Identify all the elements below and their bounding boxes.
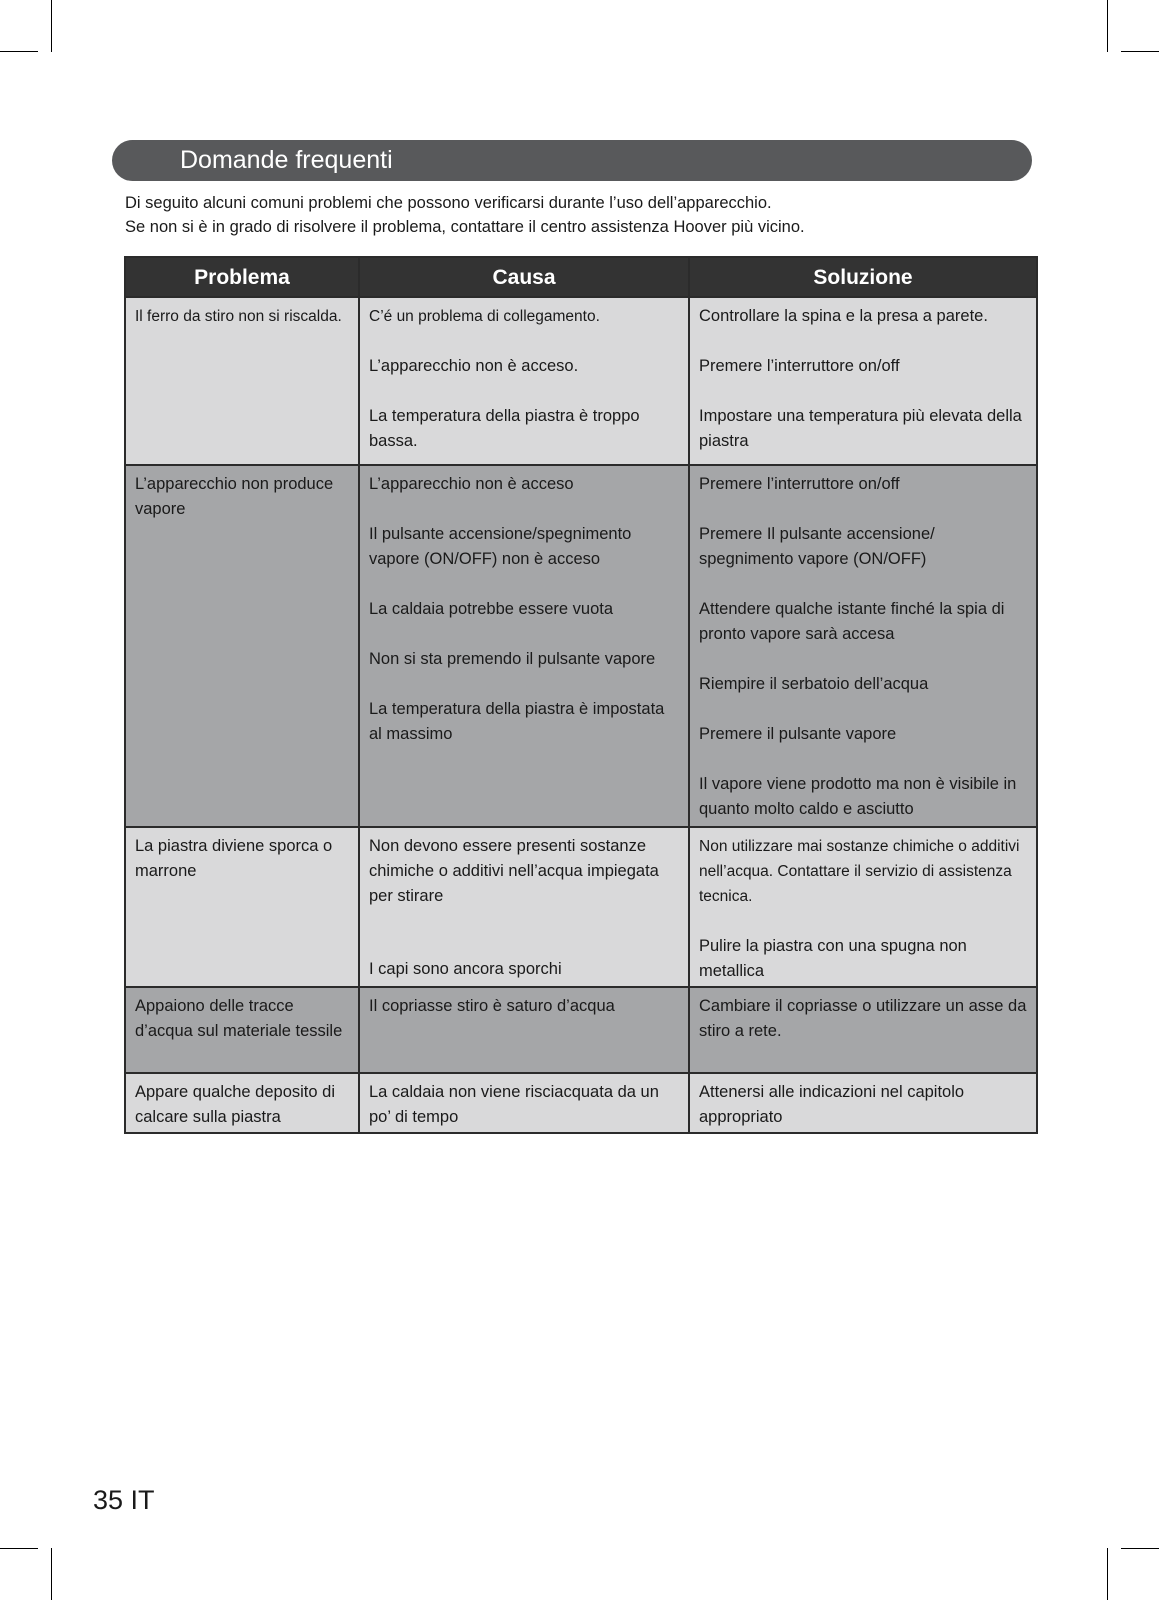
header-causa: Causa bbox=[359, 257, 689, 297]
crop-mark bbox=[51, 0, 52, 52]
solution-text: Premere Il pulsante accensione/ spegnimento vapore (ON/OFF) bbox=[699, 525, 935, 568]
solution-text: Controllare la spina e la presa a parete. bbox=[699, 307, 988, 325]
solution-text: Pulire la piastra con una spugna non metallica bbox=[699, 937, 967, 980]
solution-text: Premere l’interruttore on/off bbox=[699, 357, 900, 375]
problem-text: L’apparecchio non produce vapore bbox=[135, 475, 334, 518]
table-header-row bbox=[125, 257, 1037, 297]
table-row bbox=[125, 297, 1037, 465]
cause-text: Non si sta premendo il pulsante vapore bbox=[369, 650, 656, 668]
solution-cell bbox=[689, 827, 1037, 987]
cause-text: La temperatura della piastra è troppo bassa. bbox=[369, 407, 640, 450]
solution-cell bbox=[689, 1073, 1037, 1133]
solution-cell bbox=[689, 465, 1037, 827]
solution-text: Il vapore viene prodotto ma non è visibile in quanto molto caldo e asciutto bbox=[699, 775, 1017, 818]
crop-mark bbox=[0, 51, 38, 52]
crop-mark bbox=[1107, 0, 1108, 52]
cause-cell bbox=[359, 465, 689, 827]
header-soluzione: Soluzione bbox=[689, 257, 1037, 297]
problem-text: Appare qualche deposito di calcare sulla piastra bbox=[135, 1083, 335, 1126]
solution-text: Impostare una temperatura più elevata della piastra bbox=[699, 407, 1022, 450]
header-problema: Problema bbox=[125, 257, 359, 297]
cause-cell bbox=[359, 987, 689, 1073]
crop-mark bbox=[1121, 51, 1159, 52]
cause-text: Il pulsante accensione/spegnimento vapore (ON/OFF) non è acceso bbox=[369, 525, 632, 568]
cause-text: Non devono essere presenti sostanze chimiche o additivi nell’acqua impiegata per stirare bbox=[369, 837, 659, 905]
table-row bbox=[125, 465, 1037, 827]
table-row bbox=[125, 1073, 1037, 1133]
crop-mark bbox=[1107, 1548, 1108, 1600]
cause-cell bbox=[359, 827, 689, 987]
crop-mark bbox=[1121, 1548, 1159, 1549]
cause-text: La caldaia potrebbe essere vuota bbox=[369, 600, 614, 618]
cause-text: La caldaia non viene risciacquata da un po’ di tempo bbox=[369, 1083, 659, 1126]
cause-cell bbox=[359, 1073, 689, 1133]
section-title: Domande frequenti bbox=[112, 140, 1032, 181]
table-row bbox=[125, 827, 1037, 987]
cause-text: Il copriasse stiro è saturo d’acqua bbox=[369, 997, 615, 1015]
intro-text bbox=[125, 191, 1025, 239]
solution-cell bbox=[689, 987, 1037, 1073]
solution-cell bbox=[689, 297, 1037, 465]
problem-cell bbox=[125, 465, 359, 827]
problem-cell bbox=[125, 297, 359, 465]
solution-text: Attendere qualche istante finché la spia di pronto vapore sarà accesa bbox=[699, 600, 1005, 643]
cause-text: I capi sono ancora sporchi bbox=[369, 960, 562, 978]
problem-cell bbox=[125, 827, 359, 987]
problem-text: Appaiono delle tracce d’acqua sul materiale tessile bbox=[135, 997, 343, 1040]
cause-text: L’apparecchio non è acceso bbox=[369, 475, 574, 493]
crop-mark bbox=[51, 1548, 52, 1600]
faq-table bbox=[124, 256, 1038, 1134]
cause-text: La temperatura della piastra è impostata al massimo bbox=[369, 700, 665, 743]
problem-cell bbox=[125, 987, 359, 1073]
problem-text: Il ferro da stiro non si riscalda. bbox=[135, 308, 342, 325]
cause-text: C’é un problema di collegamento. bbox=[369, 308, 600, 325]
solution-text: Non utilizzare mai sostanze chimiche o additivi nell’acqua. Contattare il servizio di assistenza tecnica. bbox=[699, 838, 1020, 905]
solution-text: Cambiare il copriasse o utilizzare un asse da stiro a rete. bbox=[699, 997, 1027, 1040]
solution-text: Premere il pulsante vapore bbox=[699, 725, 897, 743]
intro-line: Se non si è in grado di risolvere il problema, contattare il centro assistenza Hoover più vicino. bbox=[125, 218, 805, 236]
problem-text: La piastra diviene sporca o marrone bbox=[135, 837, 333, 880]
cause-cell bbox=[359, 297, 689, 465]
page-number: 35 IT bbox=[93, 1485, 155, 1515]
solution-text: Attenersi alle indicazioni nel capitolo appropriato bbox=[699, 1083, 965, 1126]
crop-mark bbox=[0, 1548, 38, 1549]
problem-cell bbox=[125, 1073, 359, 1133]
solution-text: Premere l’interruttore on/off bbox=[699, 475, 900, 493]
table-row bbox=[125, 987, 1037, 1073]
intro-line: Di seguito alcuni comuni problemi che possono verificarsi durante l’uso dell’apparecchio. bbox=[125, 194, 772, 212]
cause-text: L’apparecchio non è acceso. bbox=[369, 357, 579, 375]
solution-text: Riempire il serbatoio dell’acqua bbox=[699, 675, 929, 693]
